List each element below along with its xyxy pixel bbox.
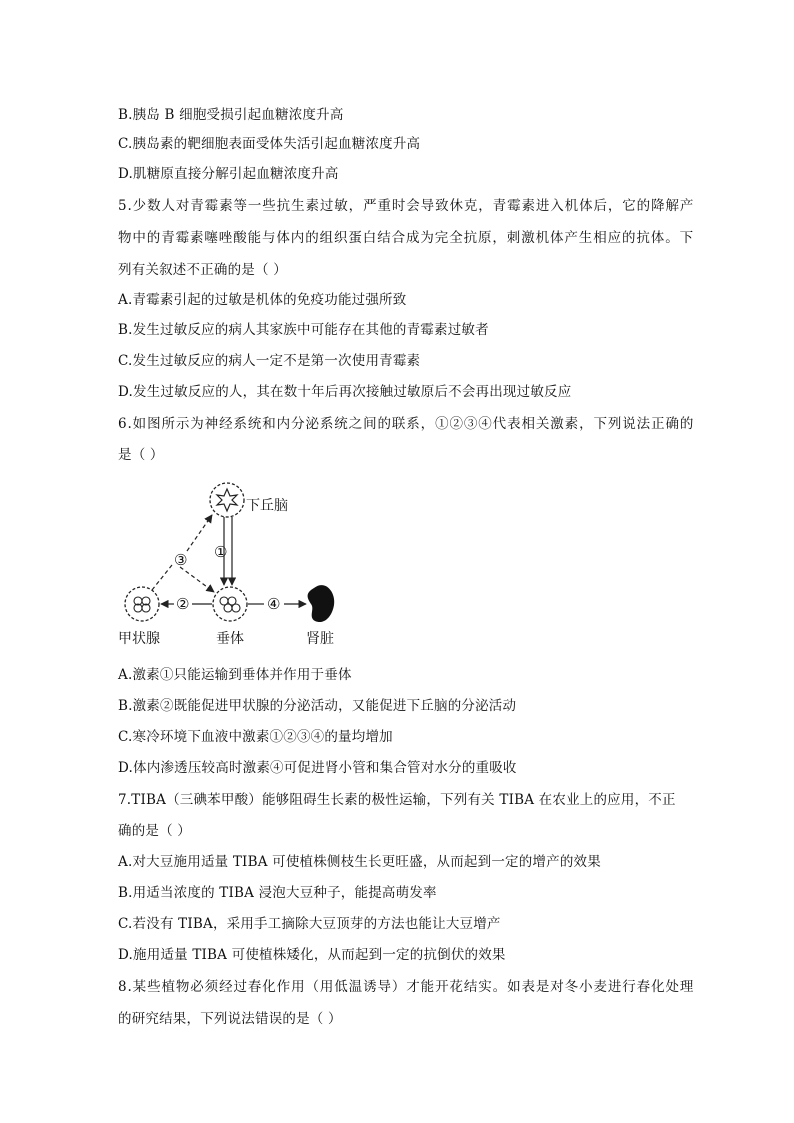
q7-option-a: A.对大豆施用适量 TIBA 可使植株侧枝生长更旺盛，从而起到一定的增产的效果: [118, 854, 601, 870]
q6-option-b: B.激素②既能促进甲状腺的分泌活动，又能促进下丘脑的分泌活动: [118, 698, 517, 714]
thyroid-label: 甲状腺: [118, 631, 160, 647]
line-c-option: C.胰岛素的靶细胞表面受体失活引起血糖浓度升高: [118, 136, 421, 152]
line-d-option: D.肌糖原直接分解引起血糖浓度升高: [118, 166, 339, 182]
kidney-icon: [308, 585, 335, 622]
q7-option-d: D.施用适量 TIBA 可使植株矮化，从而起到一定的抗倒伏的效果: [118, 947, 506, 963]
q6-option-c: C.寒冷环境下血液中激素①②③④的量均增加: [118, 729, 393, 745]
question-5-line-3: 列有关叙述不正确的是（ ）: [118, 262, 287, 278]
line-b-option: B.胰岛 B 细胞受损引起血糖浓度升高: [118, 107, 344, 123]
hormone-2-label: ②: [176, 595, 190, 613]
q5-option-b: B.发生过敏反应的病人其家族中可能存在其他的青霉素过敏者: [118, 322, 489, 338]
hypothalamus-label: 下丘脑: [246, 498, 288, 514]
neuron-star-icon: [217, 489, 237, 511]
q6-option-a: A.激素①只能运输到垂体并作用于垂体: [118, 667, 352, 683]
hormone-3-label: ③: [174, 551, 188, 569]
q7-option-b: B.用适当浓度的 TIBA 浸泡大豆种子，能提高萌发率: [118, 885, 437, 901]
question-5-line-2: 物中的青霉素噻唑酸能与体内的组织蛋白结合成为完全抗原，刺激机体产生相应的抗体。下: [118, 230, 694, 246]
question-6-line-1: 6.如图所示为神经系统和内分泌系统之间的联系，①②③④代表相关激素，下列说法正确的: [118, 416, 695, 432]
question-6-line-2: 是（ ）: [118, 447, 164, 463]
q5-option-d: D.发生过敏反应的人，其在数十年后再次接触过敏原后不会再出现过敏反应: [118, 384, 572, 400]
question-8-line-2: 的研究结果，下列说法错误的是（ ）: [118, 1011, 342, 1027]
question-7-line-1: 7.TIBA（三碘苯甲酸）能够阻碍生长素的极性运输，下列有关 TIBA 在农业上的应用，不正: [118, 792, 676, 808]
pituitary-label: 垂体: [216, 631, 244, 647]
q5-option-c: C.发生过敏反应的病人一定不是第一次使用青霉素: [118, 353, 421, 369]
q5-option-a: A.青霉素引起的过敏是机体的免疫功能过强所致: [118, 292, 407, 308]
question-5-line-1: 5.少数人对青霉素等一些抗生素过敏，严重时会导致休克，青霉素进入机体后，它的降解产: [118, 198, 695, 214]
question-7-line-2: 确的是（ ）: [118, 823, 191, 839]
hormone-1-label: ①: [214, 543, 228, 561]
hormone-4-label: ④: [267, 595, 281, 613]
endocrine-diagram: [112, 475, 352, 655]
q7-option-c: C.若没有 TIBA，采用手工摘除大豆顶芽的方法也能让大豆增产: [118, 916, 501, 932]
q6-option-d: D.体内渗透压较高时激素④可促进肾小管和集合管对水分的重吸收: [118, 760, 517, 776]
question-8-line-1: 8.某些植物必须经过春化作用（用低温诱导）才能开花结实。如表是对冬小麦进行春化处理: [118, 979, 695, 995]
thyroid-node: [125, 587, 159, 621]
hypothalamus-node: [210, 483, 244, 517]
pituitary-node: [213, 587, 247, 621]
kidney-label: 肾脏: [306, 631, 334, 647]
